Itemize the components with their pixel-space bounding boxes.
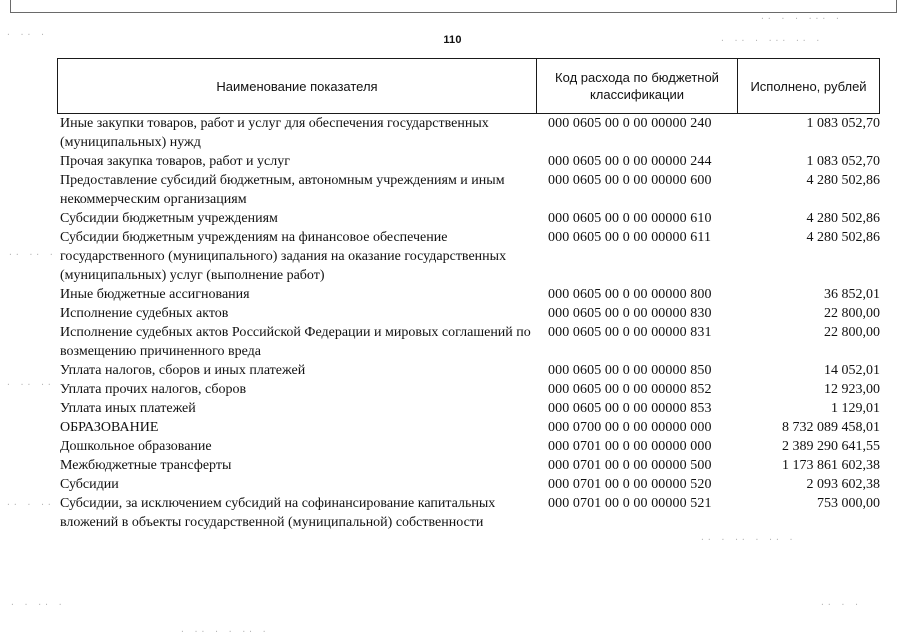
row-name: Уплата налогов, сборов и иных платежей xyxy=(60,363,306,378)
header-budget-code: Код расхода по бюджетной классификации xyxy=(536,59,737,113)
row-code: 000 0701 00 0 00 00000 520 xyxy=(548,477,712,492)
table-row xyxy=(60,152,880,171)
row-amount: 2 093 602,38 xyxy=(806,477,880,492)
row-code: 000 0701 00 0 00 00000 521 xyxy=(548,496,712,511)
row-code: 000 0605 00 0 00 00000 611 xyxy=(548,230,712,245)
row-name: Прочая закупка товаров, работ и услуг xyxy=(60,154,290,169)
row-amount: 1 083 052,70 xyxy=(806,116,880,131)
row-name: Иные бюджетные ассигнования xyxy=(60,287,250,302)
table-row xyxy=(60,171,880,209)
row-amount: 753 000,00 xyxy=(817,496,880,511)
table-row xyxy=(60,114,880,152)
row-amount: 1 083 052,70 xyxy=(806,154,880,169)
row-name: Субсидии бюджетным учреждениям xyxy=(60,211,278,226)
row-name: Дошкольное образование xyxy=(60,439,212,454)
table-row xyxy=(60,285,880,304)
scan-noise-mark: · ·· · ··· ·· · xyxy=(720,36,823,45)
row-name: ОБРАЗОВАНИЕ xyxy=(60,420,159,435)
row-code: 000 0700 00 0 00 00000 000 xyxy=(548,420,712,435)
table-row xyxy=(60,209,880,228)
row-amount: 4 280 502,86 xyxy=(806,211,880,226)
header-executed-amount: Исполнено, рублей xyxy=(737,59,879,113)
row-code: 000 0605 00 0 00 00000 830 xyxy=(548,306,712,321)
scan-noise-mark: ·· · ·· · ·· · xyxy=(700,535,796,544)
table-header xyxy=(57,58,880,114)
row-amount: 4 280 502,86 xyxy=(806,173,880,188)
row-amount: 8 732 089 458,01 xyxy=(782,420,880,435)
table-row xyxy=(60,323,880,361)
scan-noise-mark: · · ·· · xyxy=(10,600,65,609)
page-number: 110 xyxy=(443,34,462,46)
row-code: 000 0605 00 0 00 00000 240 xyxy=(548,116,712,131)
row-amount: 1 129,01 xyxy=(831,401,880,416)
scan-noise-mark: · ·· ·· · xyxy=(6,380,68,389)
row-name: Иные закупки товаров, работ и услуг для обеспечения государственных (муниципальных) нужд xyxy=(60,116,489,150)
row-code: 000 0605 00 0 00 00000 853 xyxy=(548,401,712,416)
row-amount: 2 389 290 641,55 xyxy=(782,439,880,454)
row-name: Предоставление субсидий бюджетным, автономным учреждениям и иным некоммерческим организациям xyxy=(60,173,505,207)
row-name: Субсидии, за исключением субсидий на софинансирование капитальных вложений в объекты государственной (муниципальной) собственности xyxy=(60,496,496,530)
table-row xyxy=(60,418,880,437)
row-name: Субсидии бюджетным учреждениям на финансовое обеспечение государственного (муниципального) задания на оказание государственных (муниципальных) услуг (выполнение работ) xyxy=(60,230,507,283)
row-code: 000 0605 00 0 00 00000 244 xyxy=(548,154,712,169)
row-amount: 22 800,00 xyxy=(824,306,880,321)
row-amount: 1 173 861 602,38 xyxy=(782,458,880,473)
scan-noise-mark: ·· ·· · xyxy=(8,250,56,259)
table-row xyxy=(60,228,880,285)
row-name: Уплата прочих налогов, сборов xyxy=(60,382,247,397)
table-row xyxy=(60,399,880,418)
row-name: Уплата иных платежей xyxy=(60,401,196,416)
row-amount: 36 852,01 xyxy=(824,287,880,302)
row-name: Исполнение судебных актов xyxy=(60,306,229,321)
row-code: 000 0605 00 0 00 00000 850 xyxy=(548,363,712,378)
row-amount: 22 800,00 xyxy=(824,325,880,340)
scan-noise-mark: ·· · · xyxy=(820,600,861,609)
scan-noise-mark: · ·· · · ·· · xyxy=(180,627,269,636)
table-body xyxy=(60,114,880,532)
scan-noise-mark: ·· · ·· xyxy=(6,500,54,509)
header-indicator-name: Наименование показателя xyxy=(216,78,378,94)
row-name: Субсидии xyxy=(60,477,119,492)
table-row xyxy=(60,361,880,380)
row-code: 000 0701 00 0 00 00000 000 xyxy=(548,439,712,454)
row-amount: 4 280 502,86 xyxy=(806,230,880,245)
row-code: 000 0605 00 0 00 00000 800 xyxy=(548,287,712,302)
row-code: 000 0701 00 0 00 00000 500 xyxy=(548,458,712,473)
row-code: 000 0605 00 0 00 00000 610 xyxy=(548,211,712,226)
table-row xyxy=(60,456,880,475)
row-name: Межбюджетные трансферты xyxy=(60,458,232,473)
scan-noise-mark: · ·· · xyxy=(6,30,47,39)
row-amount: 14 052,01 xyxy=(824,363,880,378)
row-code: 000 0605 00 0 00 00000 831 xyxy=(548,325,712,340)
row-code: 000 0605 00 0 00 00000 852 xyxy=(548,382,712,397)
scan-noise-mark: ·· · · ··· · xyxy=(760,14,842,23)
table-row xyxy=(60,437,880,456)
page-top-border xyxy=(10,0,897,13)
table-row xyxy=(60,494,880,532)
row-code: 000 0605 00 0 00 00000 600 xyxy=(548,173,712,188)
table-row xyxy=(60,475,880,494)
table-row xyxy=(60,380,880,399)
table-row xyxy=(60,304,880,323)
row-amount: 12 923,00 xyxy=(824,382,880,397)
row-name: Исполнение судебных актов Российской Федерации и мировых соглашений по возмещению причиненного вреда xyxy=(60,325,531,359)
